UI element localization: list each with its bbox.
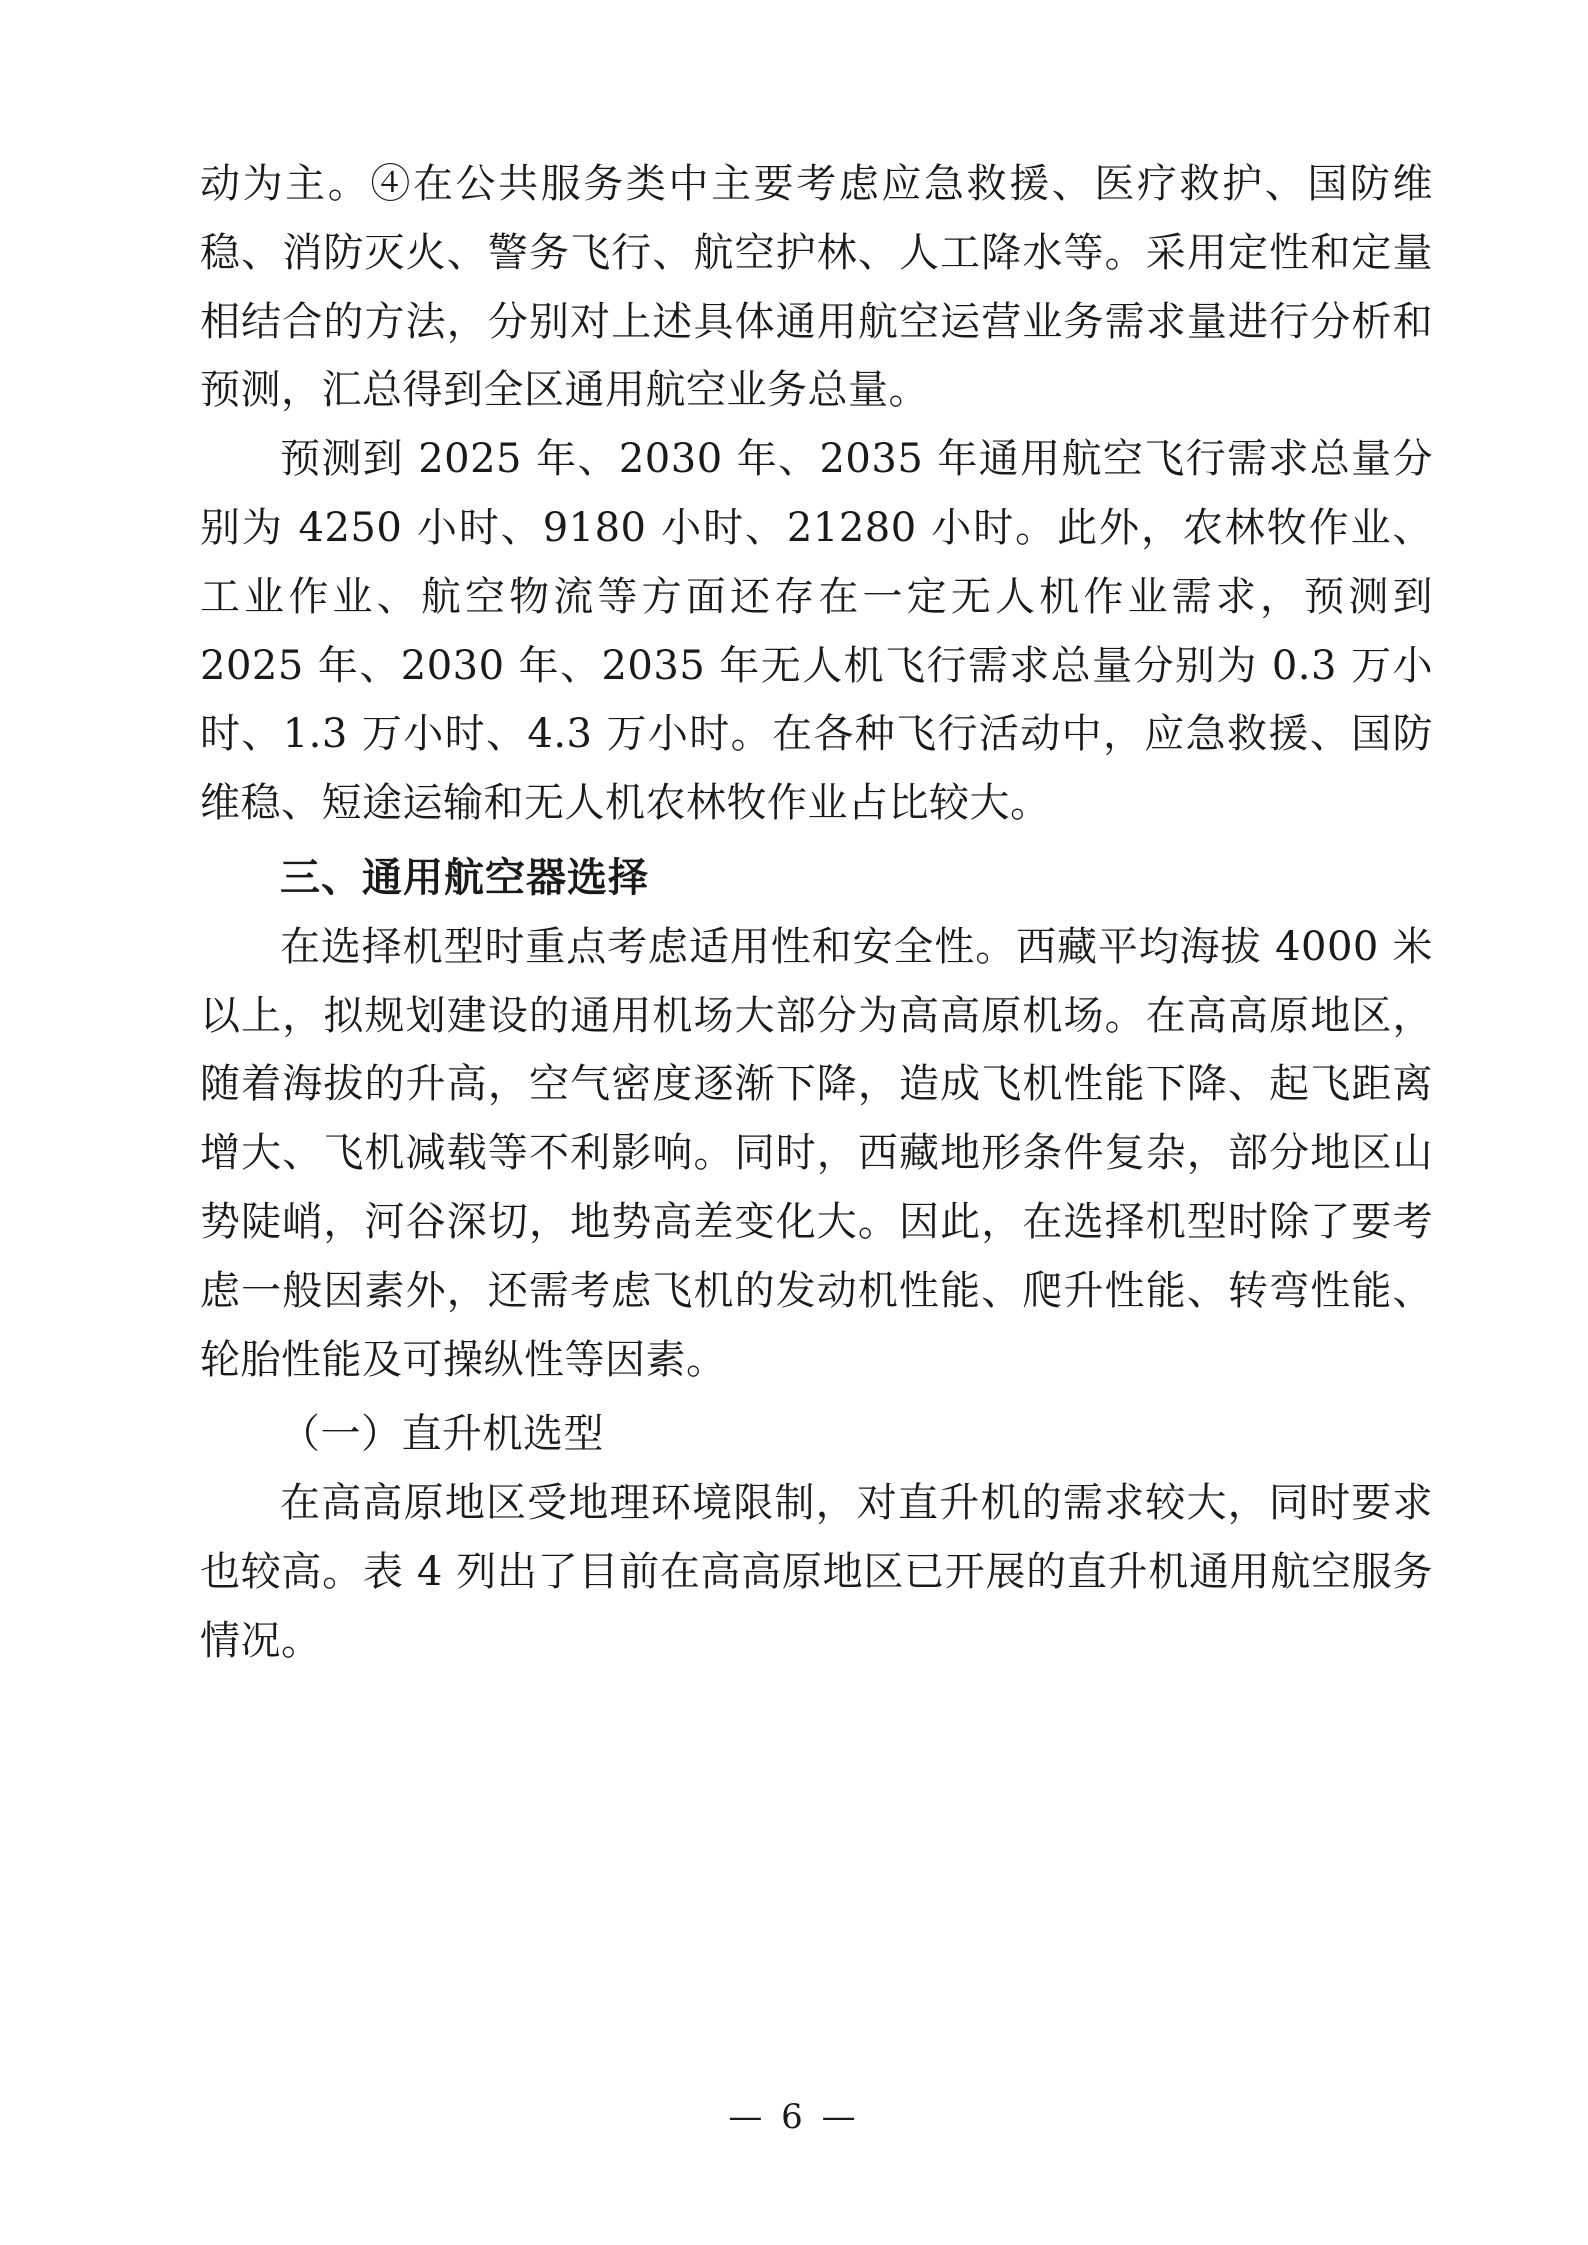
subsection-heading: （一）直升机选型 (280, 1411, 604, 1458)
paragraph-3: 在选择机型时重点考虑适用性和安全性。西藏平均海拔 4000 米以上，拟规划建设的通用机场大部分为高高原机场。在高高原地区，随着海拔的升高，空气密度逐渐下降，造成飞机性能下降、起飞距离增大、飞机减载等不利影响。同时，西藏地形条件复杂，部分地区山势陡峭，河谷深切，地势高差变化大。因此，在选择机型时除了要考虑一般因素外，还需考虑飞机的发动机性能、爬升性能、转弯性能、轮胎性能及可操纵性等因素。 (200, 923, 1433, 1383)
paragraph-2: 预测到 2025 年、2030 年、2035 年通用航空飞行需求总量分别为 4250 小时、9180 小时、21280 小时。此外，农林牧作业、工业作业、航空物流等方面还存在一定无人机作业需求，预测到 2025 年、2030 年、2035 年无人机飞行需求总量分别为 0.3 万小时、1.3 万小时、4.3 万小时。在各种飞行活动中，应急救援、国防维稳、短途运输和无人机农林牧作业占比较大。 (200, 436, 1433, 827)
section-heading: 三、通用航空器选择 (280, 854, 649, 901)
paragraph-4: 在高高原地区受地理环境限制，对直升机的需求较大，同时要求也较高。表 4 列出了目前在高高原地区已开展的直升机通用航空服务情况。 (200, 1480, 1433, 1664)
paragraph-1: 动为主。④在公共服务类中主要考虑应急救援、医疗救护、国防维稳、消防灭火、警务飞行、航空护林、人工降水等。采用定性和定量相结合的方法，分别对上述具体通用航空运营业务需求量进行分析和预测，汇总得到全区通用航空业务总量。 (200, 161, 1433, 414)
page-number-footer: — 6 — (728, 2097, 860, 2137)
